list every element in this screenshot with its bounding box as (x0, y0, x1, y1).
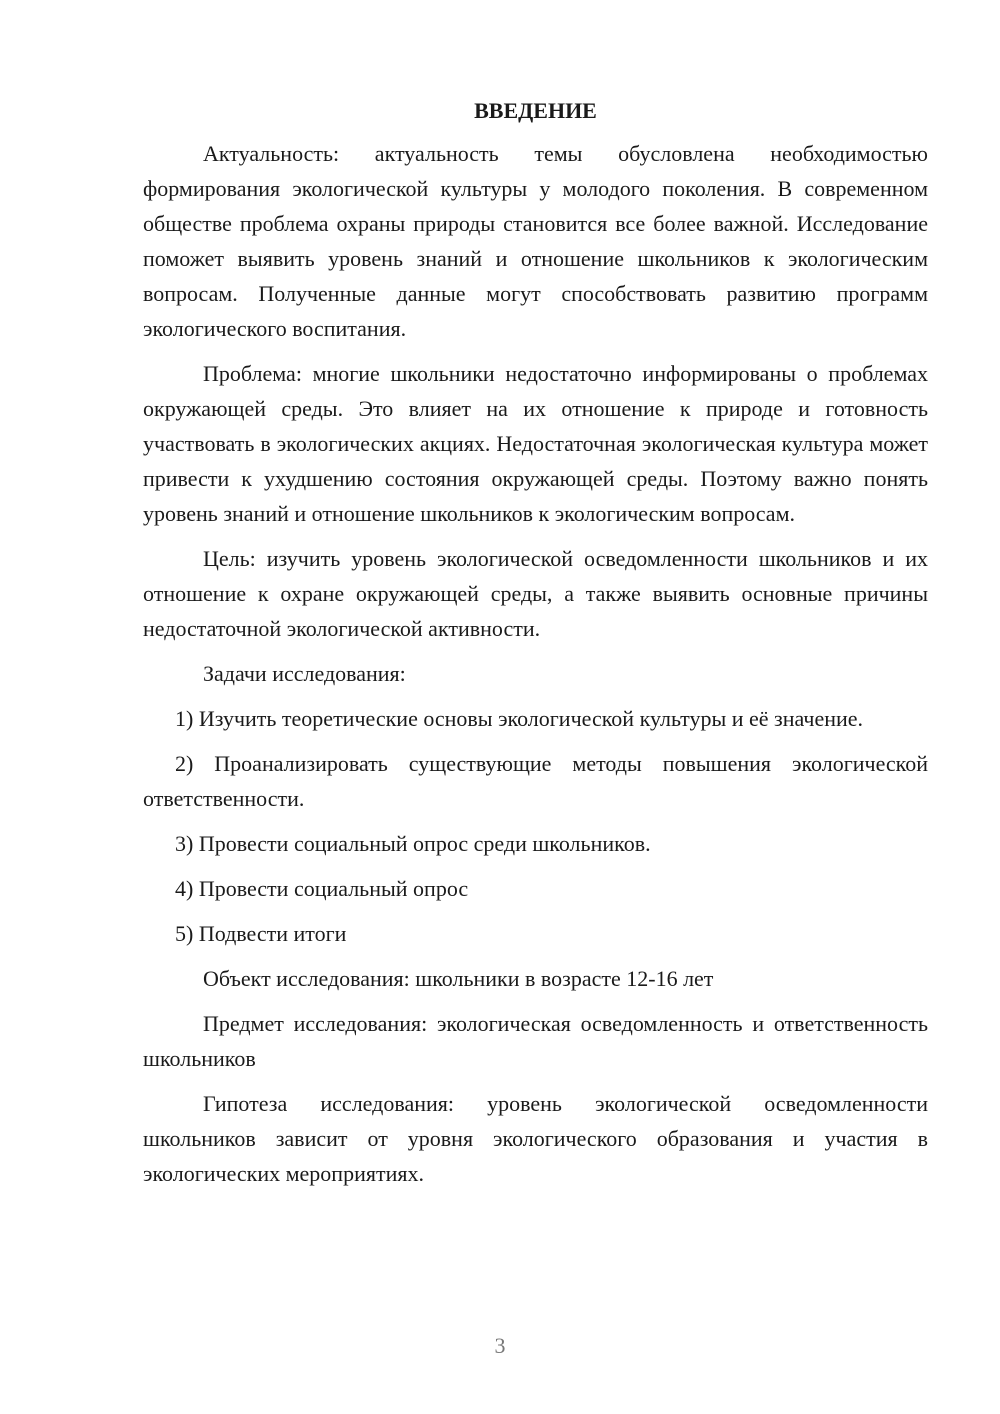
hypothesis-paragraph: Гипотеза исследования: уровень экологической осведомленности школьников зависит от уровня экологического образования и участия в экологических мероприятиях. (143, 1091, 928, 1186)
page-number: 3 (494, 1333, 506, 1358)
document-page (143, 96, 928, 1191)
goal-paragraph: Цель: изучить уровень экологической осведомленности школьников и их отношение к охране окружающей среды, а также выявить основные причины недостаточной экологической активности. (143, 546, 928, 641)
object-paragraph: Объект исследования: школьники в возрасте 12-16 лет (203, 966, 714, 991)
relevance-paragraph: Актуальность: актуальность темы обусловлена необходимостью формирования экологической культуры у молодого поколения. В современном обществе проблема охраны природы становится все более важной. Исследование поможет выявить уровень знаний и отношение школьников к экологическим вопросам. Полученные данные могут способствовать развитию программ экологического воспитания. (143, 141, 928, 341)
page-title: ВВЕДЕНИЕ (474, 98, 597, 123)
tasks-heading: Задачи исследования: (203, 661, 406, 686)
task-item-3: 3) Провести социальный опрос среди школьников. (175, 831, 651, 856)
task-item-2: 2) Проанализировать существующие методы повышения экологической ответственности. (143, 751, 928, 811)
subject-paragraph: Предмет исследования: экологическая осведомленность и ответственность школьников (143, 1011, 928, 1071)
task-item-1: 1) Изучить теоретические основы экологической культуры и её значение. (175, 706, 864, 731)
task-item-5: 5) Подвести итоги (175, 921, 347, 946)
task-item-4: 4) Провести социальный опрос (175, 876, 469, 901)
problem-paragraph: Проблема: многие школьники недостаточно информированы о проблемах окружающей среды. Это влияет на их отношение к природе и готовность участвовать в экологических акциях. Недостаточная экологическая культура может привести к ухудшению состояния окружающей среды. Поэтому важно понять уровень знаний и отношение школьников к экологическим вопросам. (143, 361, 928, 526)
